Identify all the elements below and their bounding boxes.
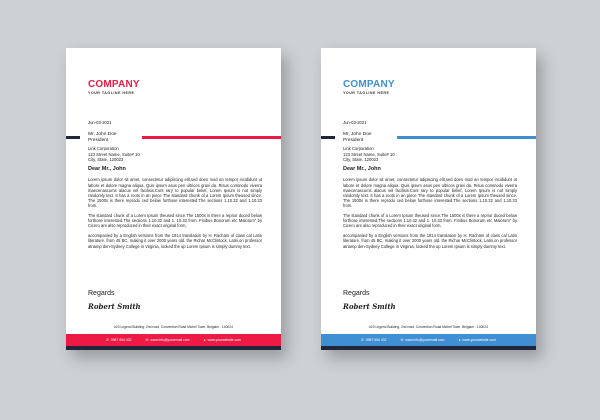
footer-phone: 0987 654 432 xyxy=(110,338,132,342)
body-paragraph: The standard chunk of a Lorem Ipsum theused since.The 1500s is there a reprior duced below forthose interested.The sections 1.10.32 and 1. 10.33 from. Finibus Bonorum etc Malorum" by Cicero are also reproduced in their exact original form, xyxy=(88,213,262,229)
recipient-title: President xyxy=(343,138,364,144)
body-paragraph: accompanied by a English versions from the 1914 translation by H. Racham of class cal Latin literature. from 45 BC, making it over 2000 years old. the Richar McClintock, Latin,on professor atriamp den-Sydney College in Virginia, looked the up Lorem Ipsum is simply dummy text. xyxy=(343,233,517,249)
phone-icon: ✆ xyxy=(360,338,364,342)
recipient-city: City, State, 120023 xyxy=(343,156,379,162)
greeting: Dear Mr., John xyxy=(343,166,381,173)
recipient-org: Link Corporation xyxy=(88,146,119,152)
header-dark-bar xyxy=(66,136,80,139)
recipient-street: 123 Street Name, Suite# 10 xyxy=(88,151,140,157)
body-paragraph: Lorem ipsum dolor sit amet, consectetur adipiscing elit,sed does mod an tempor incididunt ut labore et dolore magna aliqua. Quis ipsum asus pen ultrices gravi da. Risus commodo viverra maecenascums alacus vel facilisis.Cont rary to popular belief, Lorem Ipsum is not simply randomly text. It has a roots in an piece The standard chunk of a Lorem Ipsum theused since. The 1500s is there reprodu ced below forthose interested.The sections 1.10.32 and 1.10.33 from. xyxy=(343,177,517,208)
tagline: YOUR TAGLINE HERE xyxy=(88,91,135,95)
letterhead-page xyxy=(321,48,536,350)
signature: Robert Smith xyxy=(88,302,141,311)
header-dark-bar xyxy=(321,136,335,139)
footer-dark-strip xyxy=(321,346,536,350)
footer-phone: 0987 654 432 xyxy=(365,338,387,342)
body-paragraph: accompanied by a English versions from the 1914 translation by H. Racham of class cal Latin literature. from 45 BC, making it over 2000 years old. the Richar McClintock, Latin,on professor atriamp den-Sydney College in Virginia, looked the up Lorem Ipsum is simply dummy text. xyxy=(88,233,262,249)
recipient-name: Mr, John Doe xyxy=(88,132,117,138)
recipient-street: 123 Street Name, Suite# 10 xyxy=(343,151,395,157)
footer-website: www.yourwebsite.com xyxy=(207,338,242,342)
globe-icon: ● xyxy=(458,338,461,342)
footer-address: #23 Legend Building, 2nd road, Convention Road Michel Town, Belgiam - 140024 xyxy=(369,325,488,329)
globe-icon: ● xyxy=(203,338,206,342)
recipient-org: Link Corporation xyxy=(343,146,374,152)
footer-website: www.yourwebsite.com xyxy=(462,338,497,342)
letter-date: Jun-03-2021 xyxy=(343,120,367,125)
footer-dark-strip xyxy=(66,346,281,350)
company-logo-text: COMPANY xyxy=(88,79,140,90)
recipient-city: City, State, 120023 xyxy=(88,156,124,162)
footer-email: www.info@youremail.com xyxy=(405,338,445,342)
body-paragraph: Lorem ipsum dolor sit amet, consectetur adipiscing elit,sed does mod an tempor incididunt ut labore et dolore magna aliqua. Quis ipsum asus pen ultrices gravi da. Risus commodo viverra maecenascums alacus vel facilisis.Cont rary to popular belief, Lorem Ipsum is not simply randomly text. It has a roots in an piece The standard chunk of a Lorem Ipsum theused since. The 1500s is there reprodu ced below forthose interested.The sections 1.10.32 and 1.10.33 from. xyxy=(88,177,262,208)
body-paragraph: The standard chunk of a Lorem Ipsum theused since.The 1500s is there a reprior duced below forthose interested.The sections 1.10.32 and 1. 10.33 from. Finibus Bonorum etc Malorum" by Cicero are also reproduced in their exact original form, xyxy=(343,213,517,229)
letter-date: Jun-03-2021 xyxy=(88,120,112,125)
company-logo-text: COMPANY xyxy=(343,79,395,90)
letterhead-page xyxy=(66,48,281,350)
email-icon: ✉ xyxy=(400,338,404,342)
phone-icon: ✆ xyxy=(105,338,109,342)
recipient-name: Mr, John Doe xyxy=(343,132,372,138)
tagline: YOUR TAGLINE HERE xyxy=(343,91,390,95)
footer-contact-bar xyxy=(321,334,536,346)
recipient-title: President xyxy=(88,138,109,144)
closing: Regards xyxy=(343,290,370,297)
footer-contact-bar xyxy=(66,334,281,346)
email-icon: ✉ xyxy=(145,338,149,342)
footer-email: www.info@youremail.com xyxy=(150,338,190,342)
footer-address: #23 Legend Building, 2nd road, Convention Road Michel Town, Belgiam - 140024 xyxy=(114,325,233,329)
closing: Regards xyxy=(88,290,115,297)
signature: Robert Smith xyxy=(343,302,396,311)
greeting: Dear Mr., John xyxy=(88,166,126,173)
